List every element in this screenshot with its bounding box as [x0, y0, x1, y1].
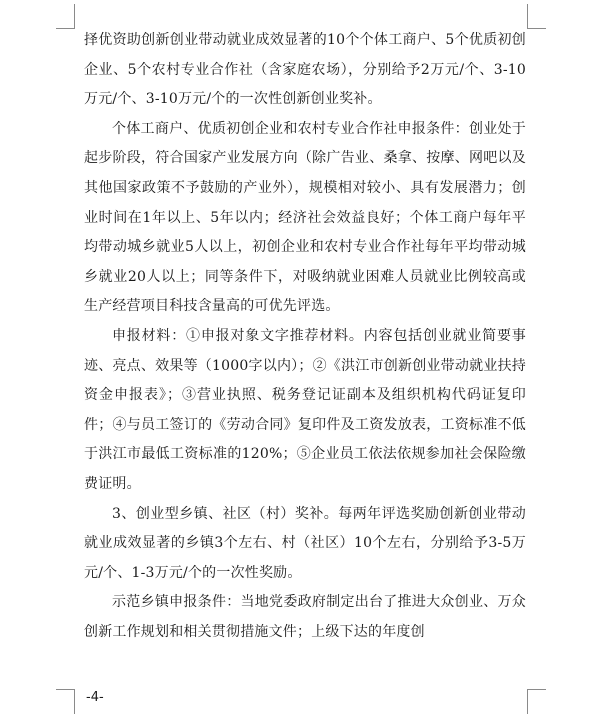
crop-mark-bottom-right-vertical — [527, 690, 528, 714]
crop-mark-bottom-left-horizontal — [56, 689, 75, 690]
crop-mark-bottom-right-horizontal — [527, 689, 546, 690]
paragraph-application-conditions: 个体工商户、优质初创企业和农村专业合作社申报条件：创业处于起步阶段，符合国家产业发展方向（除广告业、桑拿、按摩、网吧以及其他国家政策不予鼓励的产业外），规模相对较小、具有发展潜力；创业时间在1年以上、5年以内；经济社会效益良好；个体工商户每年平均带动城乡就业5人以上，初创企业和农村专业合作社每年平均带动城乡就业20人以上；同等条件下，对吸纳就业困难人员就业比例较高或生产经营项目科技含量高的可优先评选。 — [84, 120, 526, 315]
crop-mark-bottom-left-vertical — [74, 690, 75, 714]
crop-mark-top-right-vertical — [527, 4, 528, 28]
paragraph-town-community-awards: 3、创业型乡镇、社区（村）奖补。每两年评选奖励创新创业带动就业成效显著的乡镇3个左右、村（社区）10个左右，分别给予3-5万元/个、1-3万元/个的一次性奖励。 — [84, 505, 526, 581]
paragraph-application-materials: 申报材料：①申报对象文字推荐材料。内容包括创业就业简要事迹、亮点、效果等（1000字以内）；②《洪江市创新创业带动就业扶持资金申报表》；③营业执照、税务登记证副本及组织机构代码证复印件；④与员工签订的《劳动合同》复印件及工资发放表，工资标准不低于洪江市最低工资标准的120%；⑤企业员工依法依规参加社会保险缴费证明。 — [84, 327, 526, 492]
crop-mark-top-right-horizontal — [527, 28, 546, 29]
page-number: -4- — [86, 690, 104, 705]
crop-mark-top-left-vertical — [74, 4, 75, 28]
document-body — [84, 26, 526, 647]
paragraph-awards-intro: 择优资助创新创业带动就业成效显著的10个个体工商户、5个优质初创企业、5个农村专业合作社（含家庭农场），分别给予2万元/个、3-10万元/个、3-10万元/个的一次性创新创业奖补。 — [84, 32, 526, 108]
paragraph-town-conditions: 示范乡镇申报条件：当地党委政府制定出台了推进大众创业、万众创新工作规划和相关贯彻措施文件；上级下达的年度创 — [84, 594, 526, 640]
crop-mark-top-left-horizontal — [56, 28, 75, 29]
